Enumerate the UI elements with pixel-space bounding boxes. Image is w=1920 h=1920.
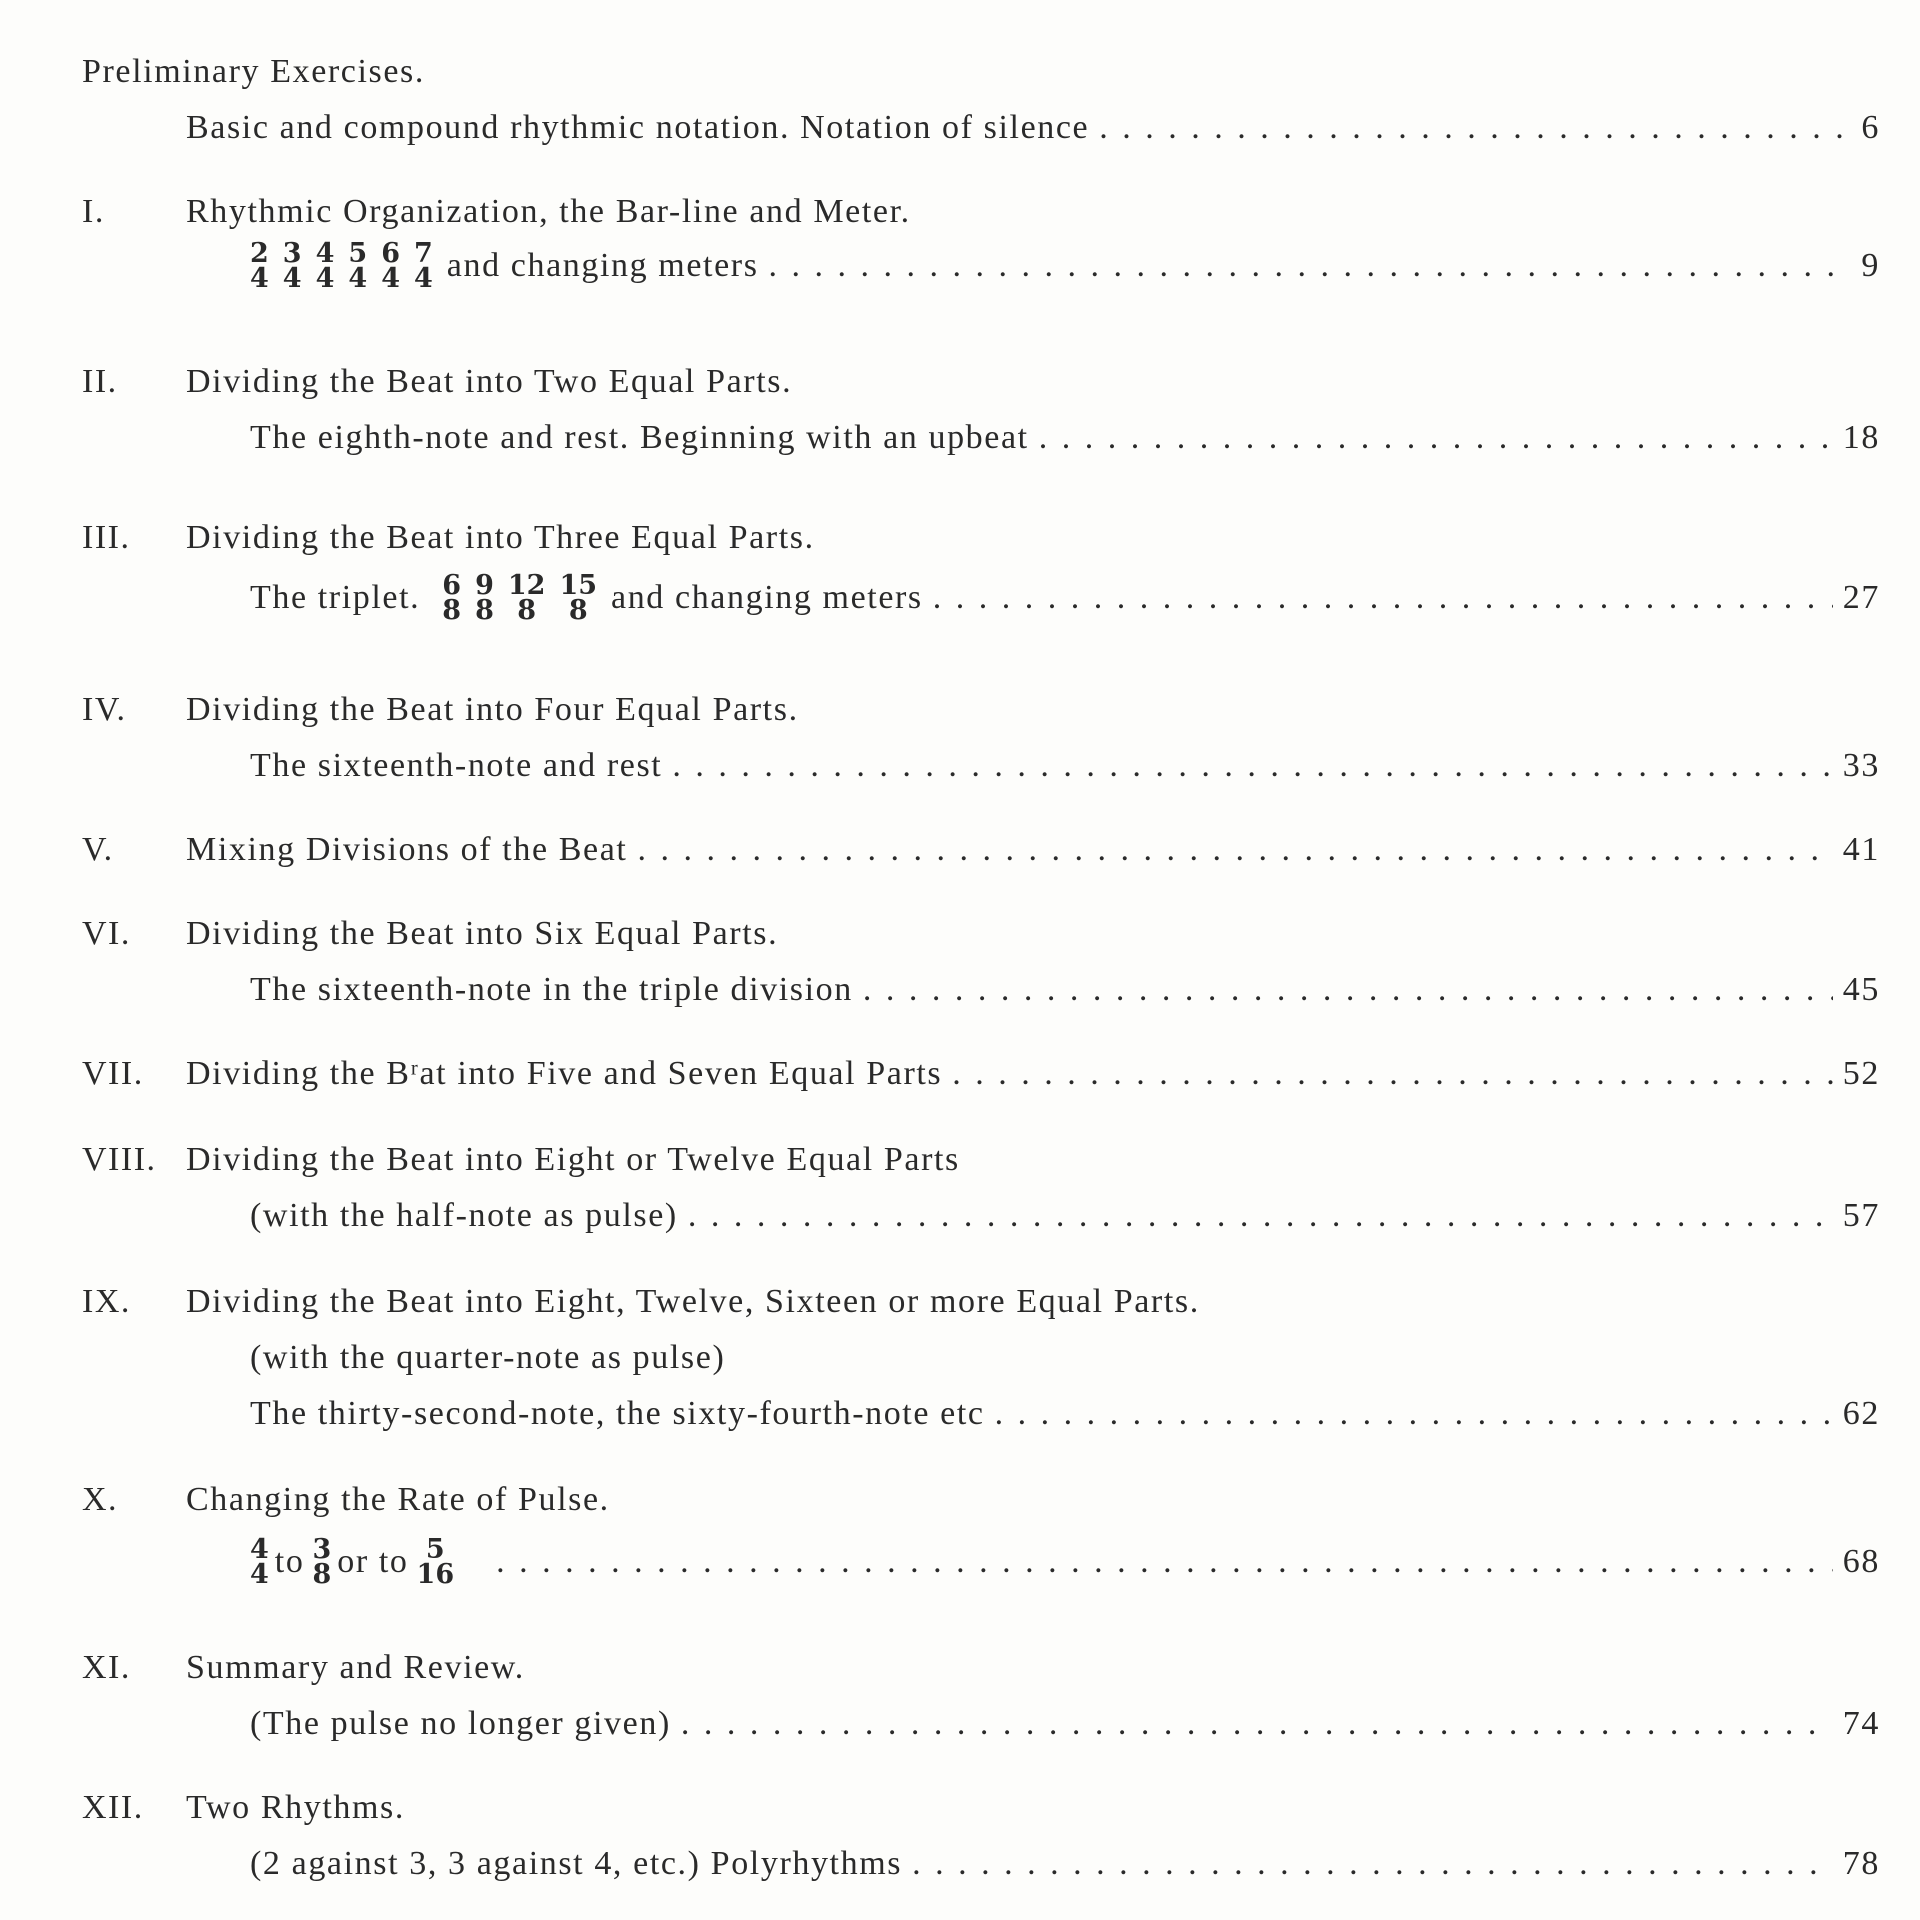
page-number: 41	[1842, 831, 1880, 868]
entry-word: to	[274, 1543, 305, 1580]
toc-entry[interactable]	[250, 738, 1880, 794]
time-signature: 5 16	[416, 1534, 455, 1590]
chapter-number: III.	[82, 519, 131, 556]
time-signature: 3 8	[312, 1534, 332, 1590]
entry-lead	[250, 238, 759, 294]
chapter-number: XII.	[82, 1789, 144, 1826]
dot-leader	[769, 238, 1852, 294]
chapter-number: X.	[82, 1481, 119, 1518]
entry-text: The sixteenth-note in the triple division	[250, 971, 853, 1008]
toc-entry[interactable]	[250, 238, 1880, 294]
dot-leader	[1039, 410, 1833, 466]
chapter-number: VIII.	[82, 1141, 157, 1178]
toc-chapter-entry[interactable]	[0, 1046, 1880, 1102]
chapter-title: Dividing the Beat into Eight, Twelve, Sixteen or more Equal Parts.	[186, 1283, 1200, 1320]
time-signature: 5 4	[348, 238, 368, 294]
chapter-title: Changing the Rate of Pulse.	[186, 1481, 610, 1518]
page-number: 27	[1842, 579, 1880, 616]
dot-leader	[912, 1836, 1833, 1892]
time-signature: 6 4	[381, 238, 400, 294]
toc-entry[interactable]	[250, 1386, 1880, 1442]
chapter-title: Dividing the Beat into Three Equal Parts.	[186, 519, 815, 556]
toc-chapter	[0, 682, 1880, 738]
dot-leader	[952, 1046, 1833, 1102]
toc-entry[interactable]	[250, 1534, 1880, 1590]
toc-entry[interactable]	[250, 1836, 1880, 1892]
toc-chapter	[0, 1640, 1880, 1696]
entry-text: and changing meters	[446, 247, 759, 284]
toc-chapter	[0, 354, 1880, 410]
chapter-title: Dividing the Bʳat into Five and Seven Equal Parts	[186, 1055, 943, 1092]
page-number: 74	[1842, 1705, 1880, 1742]
toc-chapter-entry[interactable]	[0, 822, 1880, 878]
chapter-title: Dividing the Beat into Two Equal Parts.	[186, 363, 793, 400]
toc-chapter	[0, 1472, 1880, 1528]
entry-text: The eighth-note and rest. Beginning with an upbeat	[250, 419, 1029, 456]
page-number: 18	[1842, 419, 1880, 456]
page-number: 33	[1842, 747, 1880, 784]
dot-leader	[672, 738, 1832, 794]
dot-leader	[681, 1696, 1833, 1752]
entry-lead	[250, 570, 923, 626]
dot-leader	[863, 962, 1833, 1018]
chapter-title: Mixing Divisions of the Beat	[186, 831, 628, 868]
dot-leader	[933, 570, 1833, 626]
chapter-title: Dividing the Beat into Six Equal Parts.	[186, 915, 779, 952]
dot-leader	[1099, 100, 1851, 156]
page-number: 45	[1842, 971, 1880, 1008]
toc-chapter	[0, 510, 1880, 566]
toc-entry[interactable]	[250, 410, 1880, 466]
entry-text: The sixteenth-note and rest	[250, 747, 663, 784]
page-number: 6	[1861, 109, 1880, 146]
toc-entry[interactable]	[250, 1188, 1880, 1244]
dot-leader	[688, 1188, 1833, 1244]
toc-chapter	[0, 906, 1880, 962]
chapter-number: I.	[82, 193, 105, 230]
time-signature: 4 4	[250, 1534, 269, 1590]
chapter-number: IX.	[82, 1283, 131, 1320]
chapter-title: Dividing the Beat into Eight or Twelve Equal Parts	[186, 1141, 960, 1178]
entry-text: (The pulse no longer given)	[250, 1705, 671, 1742]
toc-entry[interactable]	[186, 100, 1880, 156]
entry-prefix: The triplet.	[250, 579, 421, 616]
entry-note: (with the quarter-note as pulse)	[250, 1339, 726, 1376]
toc-chapter	[0, 184, 1880, 240]
chapter-title: Dividing the Beat into Four Equal Parts.	[186, 691, 799, 728]
page-number: 62	[1842, 1395, 1880, 1432]
entry-text: The thirty-second-note, the sixty-fourth-note etc	[250, 1395, 985, 1432]
toc-section-heading	[82, 44, 425, 100]
time-signature: 4 4	[315, 238, 335, 294]
time-signature: 3 4	[282, 238, 302, 294]
chapter-title: Summary and Review.	[186, 1649, 525, 1686]
entry-word: or to	[337, 1543, 409, 1580]
chapter-number: VII.	[82, 1055, 144, 1092]
page-number: 52	[1842, 1055, 1880, 1092]
toc-chapter	[0, 1780, 1880, 1836]
toc-entry[interactable]	[250, 570, 1880, 626]
dot-leader	[995, 1386, 1833, 1442]
page-number: 9	[1861, 247, 1880, 284]
section-title: Preliminary Exercises.	[82, 53, 425, 90]
chapter-number: VI.	[82, 915, 131, 952]
page-number: 78	[1842, 1845, 1880, 1882]
toc-entry[interactable]	[250, 962, 1880, 1018]
entry-text: (with the half-note as pulse)	[250, 1197, 678, 1234]
dot-leader	[637, 822, 1832, 878]
time-signature: 7 4	[413, 238, 433, 294]
chapter-number: V.	[82, 831, 114, 868]
time-signature: 2 4	[250, 238, 269, 294]
toc-subline	[250, 1330, 725, 1386]
entry-lead	[250, 1534, 460, 1590]
chapter-number: II.	[82, 363, 118, 400]
time-signature: 15 8	[559, 570, 598, 626]
toc-chapter	[0, 1132, 1880, 1188]
entry-text: (2 against 3, 3 against 4, etc.) Polyrhythms	[250, 1845, 903, 1882]
entry-text: Basic and compound rhythmic notation. Notation of silence	[186, 109, 1090, 146]
page-number: 57	[1842, 1197, 1880, 1234]
chapter-number: XI.	[82, 1649, 131, 1686]
dot-leader	[496, 1534, 1833, 1590]
chapter-title: Rhythmic Organization, the Bar-line and Meter.	[186, 193, 911, 230]
entry-text: and changing meters	[611, 579, 923, 616]
chapter-title: Two Rhythms.	[186, 1789, 405, 1826]
time-signature: 12 8	[507, 570, 546, 626]
page-number: 68	[1842, 1543, 1880, 1580]
time-signature: 9 8	[475, 570, 494, 626]
toc-entry[interactable]	[250, 1696, 1880, 1752]
toc-chapter	[0, 1274, 1880, 1330]
time-signature: 6 8	[442, 570, 462, 626]
chapter-number: IV.	[82, 691, 127, 728]
